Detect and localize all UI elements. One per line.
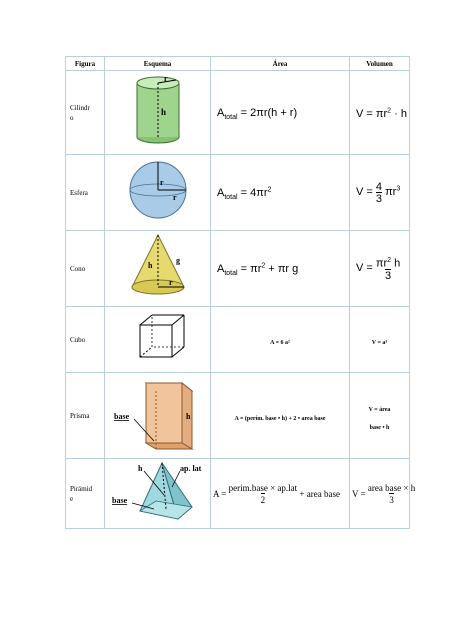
row-name-esfera: Esfera bbox=[66, 155, 105, 231]
svg-text:h: h bbox=[185, 412, 190, 421]
pyramid-diagram bbox=[105, 459, 211, 529]
cone-volume-formula: V = $\frac{\pi r^2 h}{3}$ bbox=[350, 231, 410, 307]
svg-text:h: h bbox=[137, 464, 142, 473]
svg-text:r: r bbox=[168, 278, 173, 287]
cylinder-diagram bbox=[105, 71, 211, 155]
svg-text:r: r bbox=[172, 193, 177, 202]
svg-text:h: h bbox=[160, 107, 166, 117]
prism-icon bbox=[106, 373, 210, 453]
formula-table bbox=[65, 56, 416, 529]
svg-text:h: h bbox=[147, 261, 152, 270]
cube-icon bbox=[106, 307, 210, 367]
header-esquema: Esquema bbox=[105, 57, 211, 71]
cube-volume-formula: V = a³ bbox=[350, 307, 410, 373]
cone-area-formula: $A_{total} = \pi r^2 + \pi r$ g bbox=[211, 231, 350, 307]
sphere-volume-formula: V = $\frac{4}{3}$ $\pi r^3$ bbox=[350, 155, 410, 231]
table-row bbox=[66, 231, 410, 307]
cube-diagram bbox=[105, 307, 211, 373]
sphere-diagram bbox=[105, 155, 211, 231]
header-area: Área bbox=[211, 57, 350, 71]
prism-diagram bbox=[105, 373, 211, 459]
row-name-cilindro: Cilindr o bbox=[66, 71, 105, 155]
svg-text:base: base bbox=[111, 496, 127, 505]
row-name-cubo: Cubo bbox=[66, 307, 105, 373]
table-row bbox=[66, 307, 410, 373]
pyramid-volume-formula: V = $\frac{\text{area base × h}}{3}$ bbox=[350, 459, 410, 529]
cone-icon bbox=[106, 231, 210, 301]
table-row bbox=[66, 373, 410, 459]
svg-text:base: base bbox=[113, 412, 129, 421]
header-figura: Figura bbox=[66, 57, 105, 71]
row-name-prisma: Prisma bbox=[66, 373, 105, 459]
cylinder-area-formula: $A_{total} = 2\pi r(h + r)$ bbox=[211, 71, 350, 155]
prism-area-formula: A = (perím. base • h) + 2 • area base bbox=[211, 373, 350, 459]
table-row bbox=[66, 71, 410, 155]
header-volumen: Volumen bbox=[350, 57, 410, 71]
cylinder-volume-formula: $V = \pi r^2 \cdot h$ bbox=[350, 71, 410, 155]
sphere-area-formula: $A_{total} = 4\pi r^2$ bbox=[211, 155, 350, 231]
row-name-piramide: Pirámid e bbox=[66, 459, 105, 529]
sphere-icon bbox=[106, 155, 210, 225]
cube-area-formula: A = 6 a² bbox=[211, 307, 350, 373]
cone-diagram bbox=[105, 231, 211, 307]
header-row bbox=[66, 57, 410, 71]
pyramid-area-formula: A = $\frac{\text{perim.base × ap.lat}}{2}$ + area base bbox=[211, 459, 350, 529]
table-row bbox=[66, 459, 410, 529]
svg-text:r: r bbox=[163, 74, 168, 83]
pyramid-icon bbox=[106, 459, 210, 523]
svg-text:g: g bbox=[175, 256, 180, 265]
prism-volume-formula: V = área base • h bbox=[350, 373, 410, 459]
cylinder-icon bbox=[106, 71, 210, 149]
table-row bbox=[66, 155, 410, 231]
svg-text:ap. lat: ap. lat bbox=[179, 464, 201, 473]
row-name-cono: Cono bbox=[66, 231, 105, 307]
svg-text:r: r bbox=[159, 178, 164, 187]
